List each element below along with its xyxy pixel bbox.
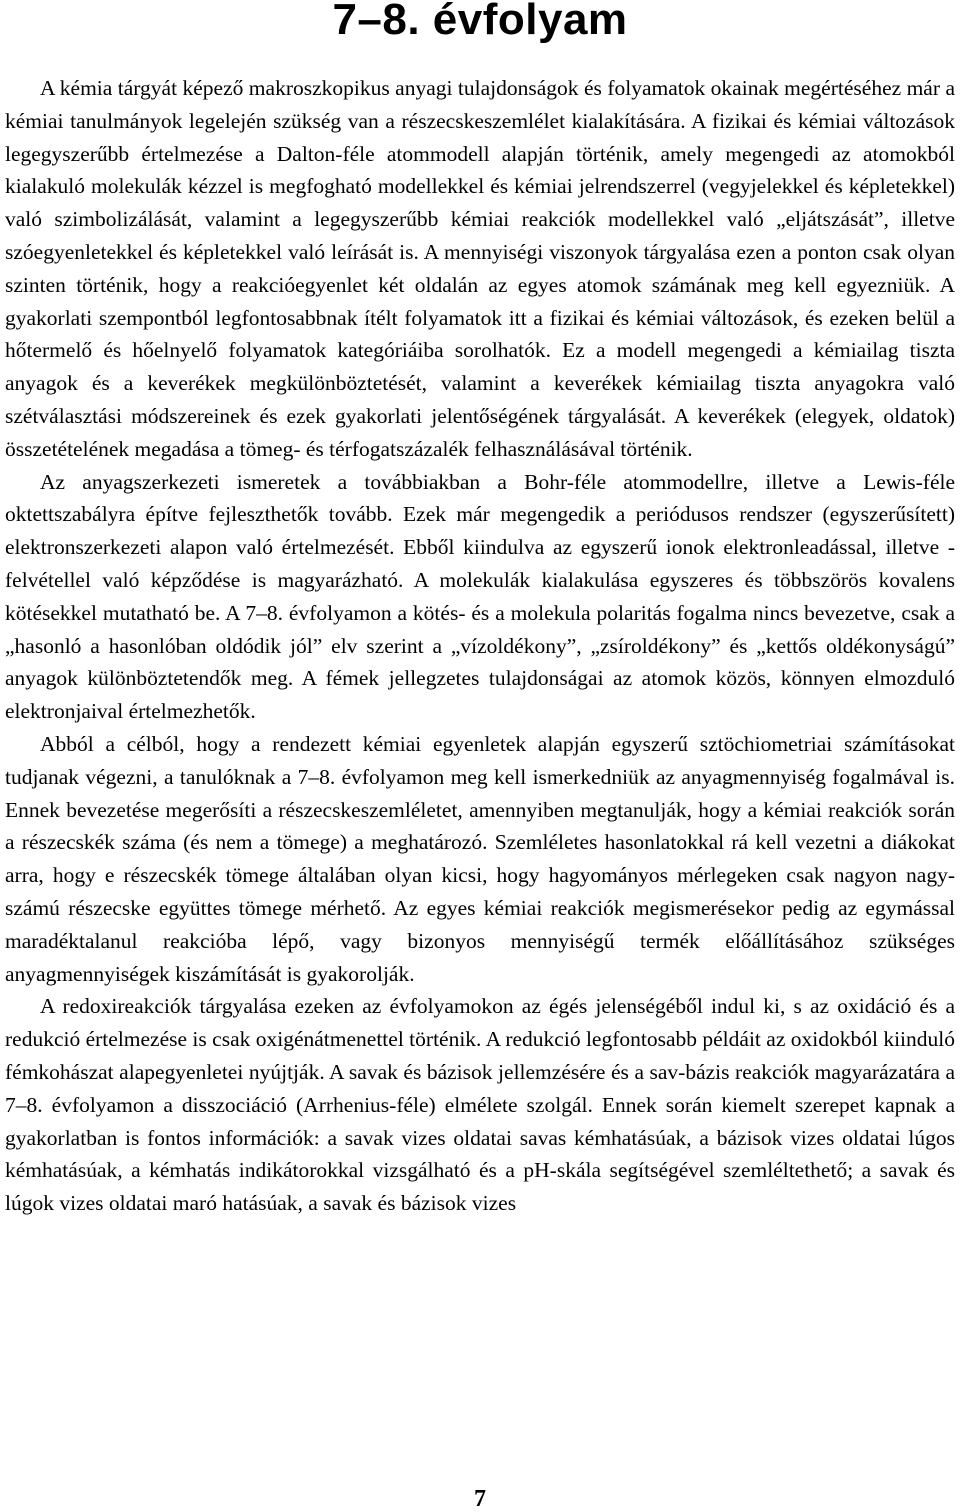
- paragraph-atomic-structure: Az anyagszerkezeti ismeretek a továbbiakban a Bohr-féle atommodellre, illetve a Lewis-féle oktettszabályra építve fejleszthetők tovább. Ezek már megengedik a periódusos rendszer (egyszerűsített) elektronszerkezeti alapon való értelmezését. Ebből kiindulva az egyszerű ionok elektronleadással, illetve -felvétellel való képződése is magyarázható. A molekulák kialakulása egyszeres és többszörös kovalens kötésekkel mutatható be. A 7–8. évfolyamon a kötés- és a molekula polaritás fogalma nincs bevezetve, csak a „hasonló a hasonlóban oldódik jól” elv szerint a „vízoldékony”, „zsíroldékony” és „kettős oldékonyságú” anyagok különböztetendők meg. A fémek jellegzetes tulajdonságai az atomok közös, könnyen elmozduló elektronjaival értelmezhetők.: [5, 469, 955, 724]
- document-page: [5, 0, 955, 1220]
- paragraph-amount-of-substance: Abból a célból, hogy a rendezett kémiai egyenletek alapján egyszerű sztöchiometriai számításokat tudjanak végezni, a tanulóknak a 7–8. évfolyamon meg kell ismerkedniük az anyagmennyiség fogalmával is. Ennek bevezetése megerősíti a részecskeszemléletet, amennyiben megtanulják, hogy a kémiai reakciók során a részecskék száma (és nem a tömege) a meghatározó. Szemléletes hasonlatokkal rá kell vezetni a diákokat arra, hogy e részecskék tömege általában olyan kicsi, hogy hagyományos mérlegeken csak nagyon nagy-számú részecske együttes tömege mérhető. Az egyes kémiai reakciók megismerésekor pedig az egymással maradéktalanul reakcióba lépő, vagy bizonyos mennyiségű termék előállításához szükséges anyagmennyiségek kiszámítását is gyakorolják.: [5, 731, 955, 986]
- paragraph-particle-model: A kémia tárgyát képező makroszkopikus anyagi tulajdonságok és folyamatok okainak megértéséhez már a kémiai tanulmányok legelején szükség van a részecskeszemlélet kialakítására. A fizikai és kémiai változások legegyszerűbb értelmezése a Dalton-féle atommodell alapján történik, amely megengedi az atomokból kialakuló molekulák kézzel is megfogható modellekkel és kémiai jelrendszerrel (vegyjelekkel és képletekkel) való szimbolizálását, valamint a legegyszerűbb kémiai reakciók modellekkel való „eljátszását”, illetve szóegyenletekkel és képletekkel való leírását is. A mennyiségi viszonyok tárgyalása ezen a ponton csak olyan szinten történik, hogy a reakcióegyenlet két oldalán az egyes atomok számának meg kell egyezniük. A gyakorlati szempontból legfontosabbnak ítélt folyamatok itt a fizikai és kémiai változások, és ezeken belül a hőtermelő és hőelnyelő folyamatok kategóriáiba sorolhatók. Ez a modell megengedi a kémiailag tiszta anyagok és a keverékek megkülönböztetését, valamint a keverékek kémiailag tiszta anyagokra való szétválasztási módszereinek és ezek gyakorlati jelentőségének tárgyalását. A keverékek (elegyek, oldatok) összetételének megadása a tömeg- és térfogatszázalék felhasználásával történik.: [5, 76, 955, 461]
- page-title: 7–8. évfolyam: [332, 0, 628, 44]
- paragraph-redox-reactions: A redoxireakciók tárgyalása ezeken az évfolyamokon az égés jelenségéből indul ki, s az oxidáció és a redukció értelmezése is csak oxigénátmenettel történik. A redukció legfontosabb példáit az oxidokból kiinduló fémkohászat alapegyenletei nyújtják. A savak és bázisok jellemzésére és a sav-bázis reakciók magyarázatára a 7–8. évfolyamon a disszociáció (Arrhenius-féle) elmélete szolgál. Ennek során kiemelt szerepet kapnak a gyakorlatban is fontos információk: a savak vizes oldatai savas kémhatásúak, a bázisok vizes oldatai lúgos kémhatásúak, a kémhatás indikátorokkal vizsgálható és a pH-skála segítségével szemléltethető; a savak és lúgok vizes oldatai maró hatásúak, a savak és bázisok vizes: [5, 994, 955, 1216]
- page-number: 7: [474, 1486, 486, 1512]
